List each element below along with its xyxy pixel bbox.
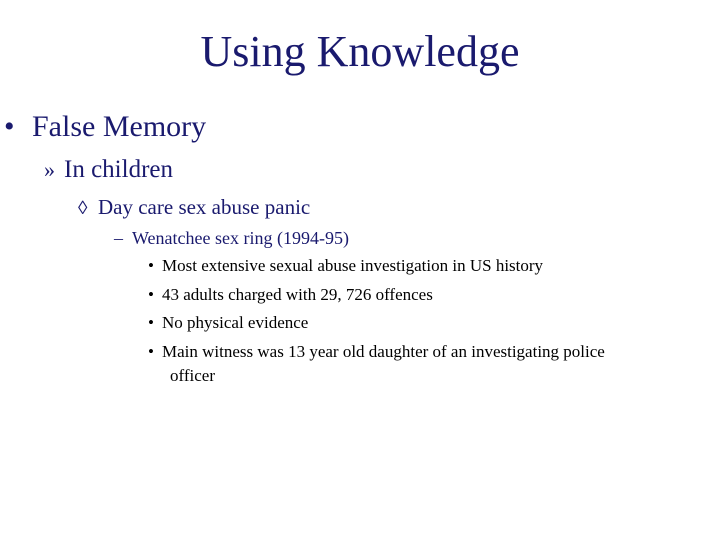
bullet-level5-text: Main witness was 13 year old daughter of an investigating police [162, 342, 605, 361]
bullet-dot-icon: • [148, 285, 154, 304]
dash-icon: – [114, 228, 123, 248]
bullet-level5-text: Most extensive sexual abuse investigation in US history [162, 256, 544, 275]
bullet-level3-text: Day care sex abuse panic [98, 195, 311, 219]
bullet-level2 [44, 154, 173, 186]
bullet-level4 [114, 227, 349, 249]
bullet-level1 [4, 108, 206, 146]
bullet-level5-item [148, 340, 708, 388]
bullet-level5-text: No physical evidence [162, 313, 309, 332]
bullet-level5-item [148, 254, 708, 278]
bullet-dot-icon: • [148, 313, 154, 332]
bullet-level4-text: Wenatchee sex ring (1994-95) [132, 228, 349, 248]
bullet-dot-icon: • [4, 110, 15, 143]
bullet-level1-text: False Memory [32, 110, 207, 143]
bullet-dot-icon: • [148, 342, 154, 361]
bullet-level2-text: In children [64, 156, 173, 183]
diamond-icon: ◊ [78, 198, 88, 219]
bullet-level5-continuation: officer [170, 366, 215, 385]
bullet-dot-icon: • [148, 256, 154, 275]
bullet-level5-text: 43 adults charged with 29, 726 offences [162, 285, 433, 304]
bullet-level3 [78, 193, 310, 223]
bullet-level5-item [148, 283, 708, 307]
slide-title: Using Knowledge [200, 27, 520, 76]
double-chevron-icon: » [44, 157, 55, 182]
bullet-level5-item [148, 311, 708, 335]
